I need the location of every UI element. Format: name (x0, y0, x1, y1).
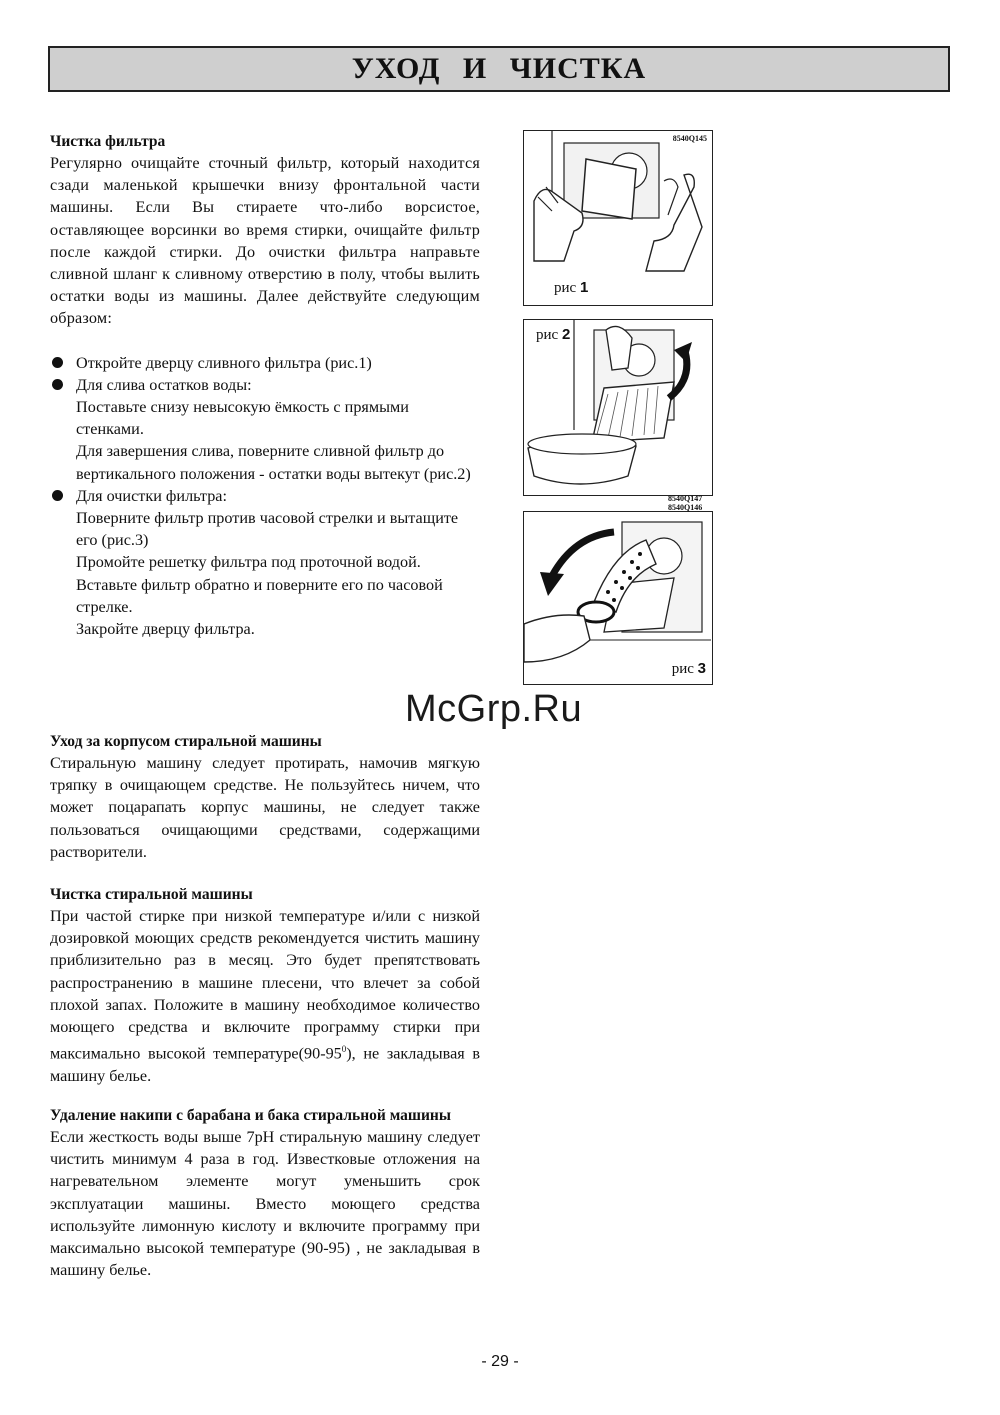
descaling-heading: Удаление накипи с барабана и бака стиральной машины (50, 1107, 451, 1124)
figure-3-number: 3 (697, 660, 706, 677)
step-line: Поверните фильтр против часовой стрелки и вытащите его (рис.3) (76, 509, 459, 550)
figure-2-caption (536, 326, 570, 344)
figure-2-number: 2 (561, 326, 571, 343)
step-line: Промойте решетку фильтра под проточной водой. (76, 553, 421, 572)
step-line: Закройте дверцу фильтра. (76, 620, 255, 639)
page-number: - 29 - (481, 1353, 519, 1370)
filter-steps-list (50, 352, 480, 641)
bullet-icon (52, 379, 63, 390)
figure-1-label: рис (554, 280, 577, 296)
list-item (50, 352, 480, 374)
step-line: Для очистки фильтра: (76, 486, 227, 505)
degree-superscript: 0 (341, 1044, 347, 1055)
step-line: Поставьте снизу невысокую ёмкость с прямыми стенками. (76, 398, 409, 439)
list-item (50, 485, 480, 640)
descaling-text: Если жесткость воды выше 7pH стиральную машину следует чистить минимум 4 раза в год. Известковые отложения на нагревательном элементе могут уменьшить срок эксплуатации машины. Вместо моющего средства используйте лимонную кислоту и включите программу при максимально высокой температуре (90-95) , не закладывая в машину белье. (50, 1128, 480, 1280)
figure-3-caption (672, 660, 706, 678)
step-line: Вставьте фильтр обратно и поверните его по часовой стрелке. (76, 575, 443, 616)
figure-2 (523, 319, 713, 496)
watermark: McGrp.Ru (405, 688, 583, 730)
descaling-section (50, 1106, 480, 1281)
list-item (50, 374, 480, 485)
machine-cleaning-section (50, 885, 480, 1087)
figure-3 (523, 511, 713, 685)
machine-cleaning-text-main: При частой стирке при низкой температуре и/или с низкой дозировкой моющих средств рекомендуется чистить машину приблизительно раз в месяц. Это будет препятствовать распространению в машине плесени, что влечет за собой плохой запах. Положите в машину необходимое количество моющего средства и включите программу стирки при максимально высокой температуре(90-95 (50, 907, 480, 1063)
figure-3-illustration (524, 512, 711, 683)
machine-cleaning-text (50, 905, 480, 1087)
step-line: Для слива остатков воды: (76, 375, 252, 394)
filter-cleaning-section (50, 132, 480, 640)
figure-2-code: 8540Q147 (668, 494, 703, 503)
figure-3-code: 8540Q146 (668, 503, 703, 512)
step-line: Откройте дверцу сливного фильтра (рис.1) (76, 353, 372, 372)
machine-cleaning-heading: Чистка стиральной машины (50, 886, 253, 903)
figure-1-illustration (524, 131, 711, 304)
body-care-heading: Уход за корпусом стиральной машины (50, 733, 322, 750)
bullet-icon (52, 357, 63, 368)
body-care-section (50, 732, 480, 863)
page-title: УХОД И ЧИСТКА (351, 52, 647, 85)
filter-cleaning-intro: Регулярно очищайте сточный фильтр, который находится сзади маленькой крышечки внизу фронтальной части машины. Если Вы стираете что-либо ворсистое, оставляющее ворсинки во время стирки, очищайте фильтр после каждой стирки. До очистки фильтра направьте сливной шланг к сливному отверстию в полу, чтобы вылить остатки воды из машины. Далее действуйте следующим образом: (50, 154, 480, 328)
page-title-bar (48, 46, 950, 92)
figure-2-illustration (524, 320, 711, 494)
figure-1-code: 8540Q145 (672, 134, 707, 143)
bullet-icon (52, 490, 63, 501)
figure-1-number: 1 (579, 279, 589, 296)
machine-cleaning-text-end: ), не закладывая в машину белье. (50, 1044, 481, 1085)
figure-2-label: рис (536, 327, 559, 343)
step-line: Для завершения слива, поверните сливной фильтр до вертикального положения - остатки воды вытекут (рис.2) (76, 442, 471, 483)
figure-3-label: рис (671, 661, 694, 677)
figure-1 (523, 130, 713, 306)
filter-cleaning-heading: Чистка фильтра (50, 133, 166, 150)
figure-1-caption (554, 279, 588, 297)
body-care-text: Стиральную машину следует протирать, намочив мягкую тряпку в очищающем средстве. Не пользуйтесь ничем, что может поцарапать корпус машины, не следует также пользоваться очищающими средствами, содержащими растворители. (50, 754, 480, 861)
